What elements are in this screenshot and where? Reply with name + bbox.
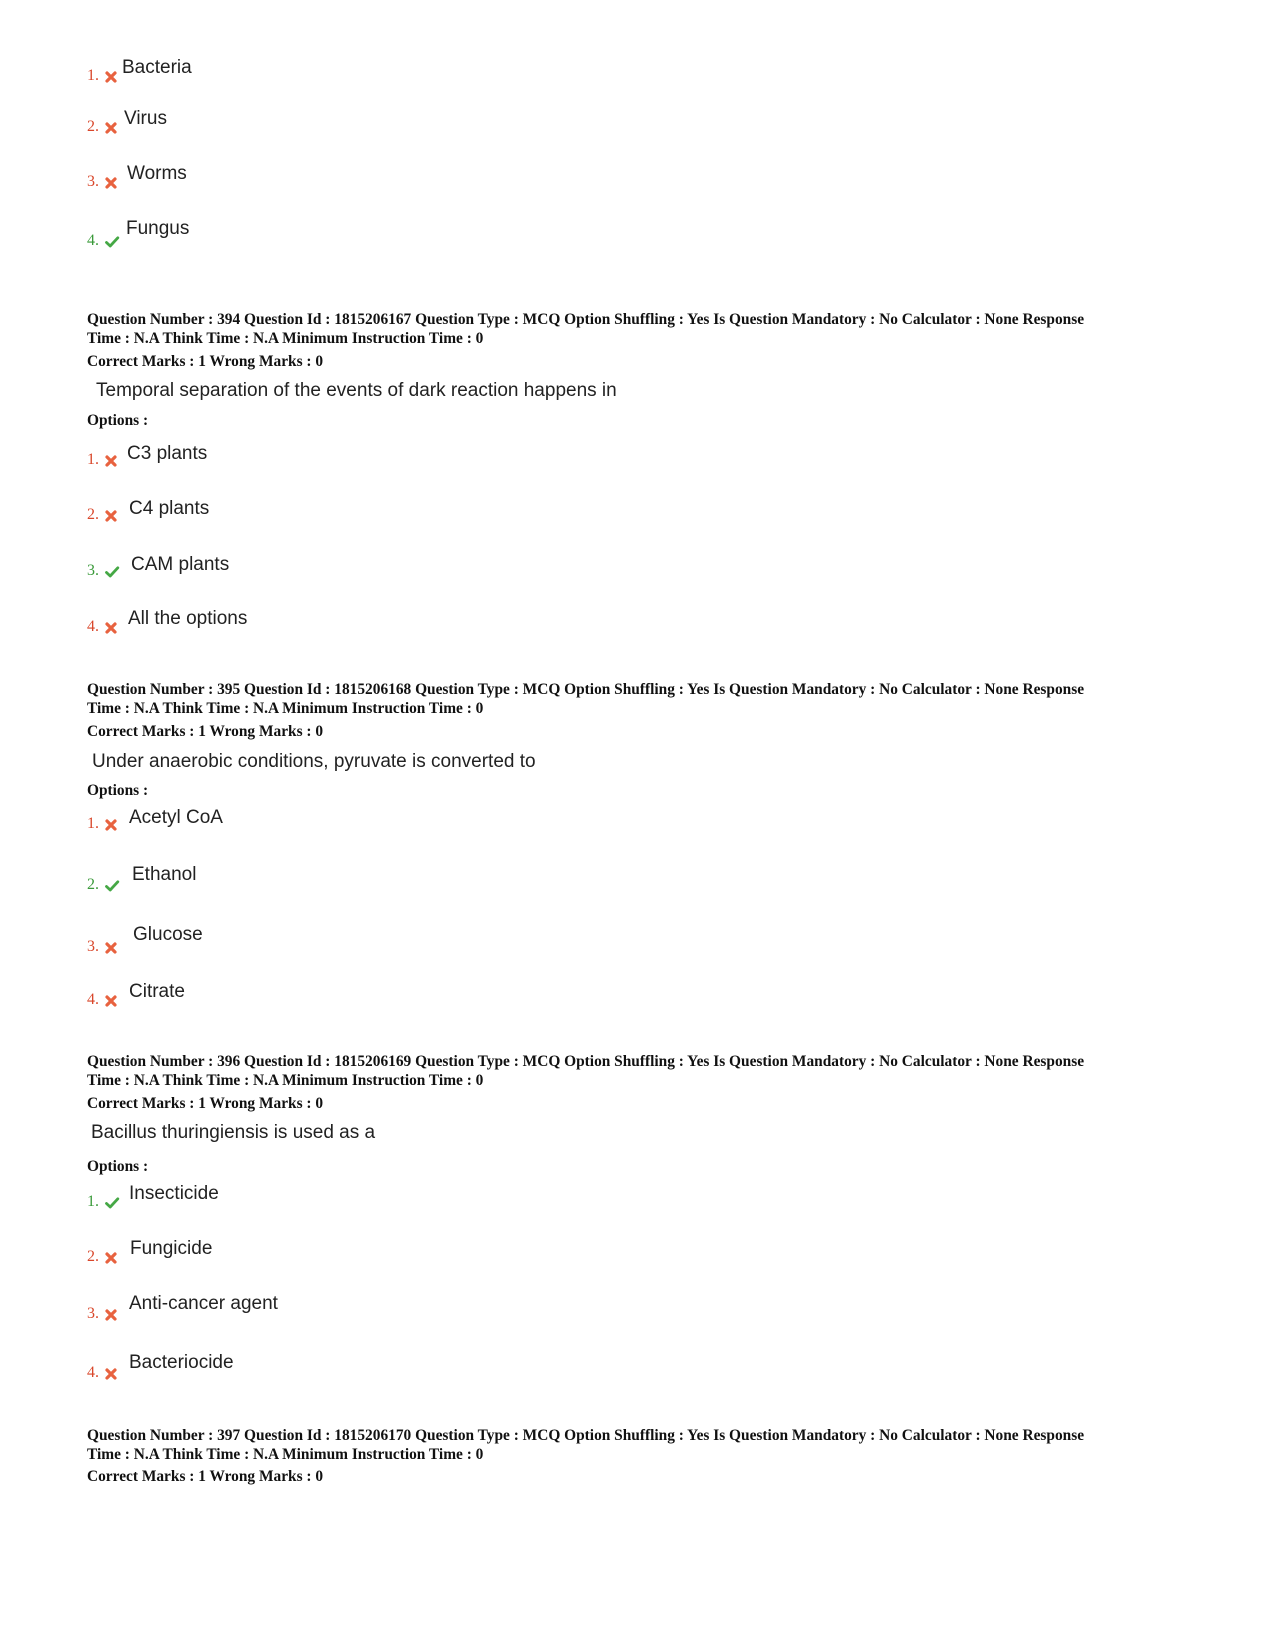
option-text: C4 plants — [129, 498, 210, 519]
question-meta-397 — [87, 1426, 1197, 1464]
meta-line-2: Time : N.A Think Time : N.A Minimum Instruction Time : 0 — [87, 1072, 484, 1089]
cross-icon — [104, 818, 118, 832]
check-icon — [104, 235, 120, 249]
option-text: Anti-cancer agent — [129, 1293, 278, 1314]
cross-icon — [104, 621, 118, 635]
q396-option-3 — [87, 1293, 687, 1322]
question-marks-397: Correct Marks : 1 Wrong Marks : 0 — [87, 1468, 324, 1485]
option-text: CAM plants — [131, 554, 230, 575]
options-label-396: Options : — [87, 1158, 149, 1175]
cross-icon — [104, 994, 118, 1008]
q395-option-3 — [87, 924, 687, 955]
option-text: Glucose — [133, 924, 203, 945]
question-meta-396 — [87, 1052, 1197, 1090]
q396-option-1 — [87, 1183, 687, 1210]
option-text: Fungus — [126, 218, 190, 239]
check-icon — [104, 879, 120, 893]
option-number: 3. — [87, 562, 99, 579]
option-text: Acetyl CoA — [129, 807, 223, 828]
meta-line-1: Question Number : 396 Question Id : 1815206169 Question Type : MCQ Option Shuffling : Yes Is Question Mandatory : No Calculator : None Response — [87, 1053, 1085, 1070]
q394-option-3 — [87, 555, 687, 579]
option-text: Fungicide — [130, 1238, 213, 1259]
meta-line-2: Time : N.A Think Time : N.A Minimum Instruction Time : 0 — [87, 330, 484, 347]
option-number: 1. — [87, 67, 99, 84]
check-icon — [104, 565, 120, 579]
cross-icon — [104, 176, 118, 190]
cross-icon — [104, 70, 118, 84]
option-number: 2. — [87, 118, 99, 135]
option-text: Ethanol — [132, 864, 197, 885]
cross-icon — [104, 1367, 118, 1381]
option-number: 4. — [87, 618, 99, 635]
option-text: All the options — [128, 608, 248, 629]
q394-option-4 — [87, 608, 687, 635]
option-number: 3. — [87, 938, 99, 955]
option-number: 2. — [87, 1248, 99, 1265]
cross-icon — [104, 509, 118, 523]
question-marks-396: Correct Marks : 1 Wrong Marks : 0 — [87, 1095, 324, 1112]
q396-option-2 — [87, 1238, 687, 1265]
option-text: C3 plants — [127, 443, 208, 464]
option-text: Virus — [124, 108, 167, 129]
options-label-394: Options : — [87, 412, 149, 429]
question-meta-394 — [87, 310, 1197, 348]
q395-option-1 — [87, 808, 687, 832]
q393-option-4 — [87, 218, 687, 249]
question-meta-395 — [87, 680, 1197, 718]
option-number: 1. — [87, 1193, 99, 1210]
option-number: 4. — [87, 991, 99, 1008]
meta-line-1: Question Number : 394 Question Id : 1815206167 Question Type : MCQ Option Shuffling : Yes Is Question Mandatory : No Calculator : None Response — [87, 311, 1085, 328]
q395-option-2 — [87, 864, 687, 893]
question-marks-395: Correct Marks : 1 Wrong Marks : 0 — [87, 723, 324, 740]
cross-icon — [104, 941, 118, 955]
option-number: 2. — [87, 876, 99, 893]
option-text: Worms — [127, 163, 187, 184]
cross-icon — [104, 454, 118, 468]
meta-line-2: Time : N.A Think Time : N.A Minimum Instruction Time : 0 — [87, 700, 484, 717]
q394-option-2 — [87, 499, 687, 523]
option-number: 4. — [87, 232, 99, 249]
question-text-396: Bacillus thuringiensis is used as a — [91, 1122, 376, 1143]
meta-line-1: Question Number : 395 Question Id : 1815206168 Question Type : MCQ Option Shuffling : Yes Is Question Mandatory : No Calculator : None Response — [87, 681, 1085, 698]
option-number: 3. — [87, 173, 99, 190]
question-marks-394: Correct Marks : 1 Wrong Marks : 0 — [87, 353, 324, 370]
option-text: Bacteriocide — [129, 1352, 234, 1373]
option-text: Bacteria — [122, 57, 192, 78]
option-number: 1. — [87, 451, 99, 468]
q396-option-4 — [87, 1352, 687, 1381]
q393-option-2 — [87, 108, 687, 135]
question-text-394: Temporal separation of the events of dark reaction happens in — [96, 380, 617, 401]
option-number: 4. — [87, 1364, 99, 1381]
cross-icon — [104, 121, 118, 135]
option-number: 3. — [87, 1305, 99, 1322]
option-text: Citrate — [129, 981, 185, 1002]
option-number: 1. — [87, 815, 99, 832]
cross-icon — [104, 1251, 118, 1265]
q395-option-4 — [87, 981, 687, 1008]
meta-line-1: Question Number : 397 Question Id : 1815206170 Question Type : MCQ Option Shuffling : Yes Is Question Mandatory : No Calculator : None Response — [87, 1427, 1085, 1444]
q393-option-3 — [87, 163, 687, 190]
option-number: 2. — [87, 506, 99, 523]
options-label-395: Options : — [87, 782, 149, 799]
cross-icon — [104, 1308, 118, 1322]
q394-option-1 — [87, 444, 687, 468]
check-icon — [104, 1196, 120, 1210]
meta-line-2: Time : N.A Think Time : N.A Minimum Instruction Time : 0 — [87, 1446, 484, 1463]
q393-option-1 — [87, 57, 687, 84]
option-text: Insecticide — [129, 1183, 219, 1204]
question-text-395: Under anaerobic conditions, pyruvate is converted to — [92, 751, 536, 772]
